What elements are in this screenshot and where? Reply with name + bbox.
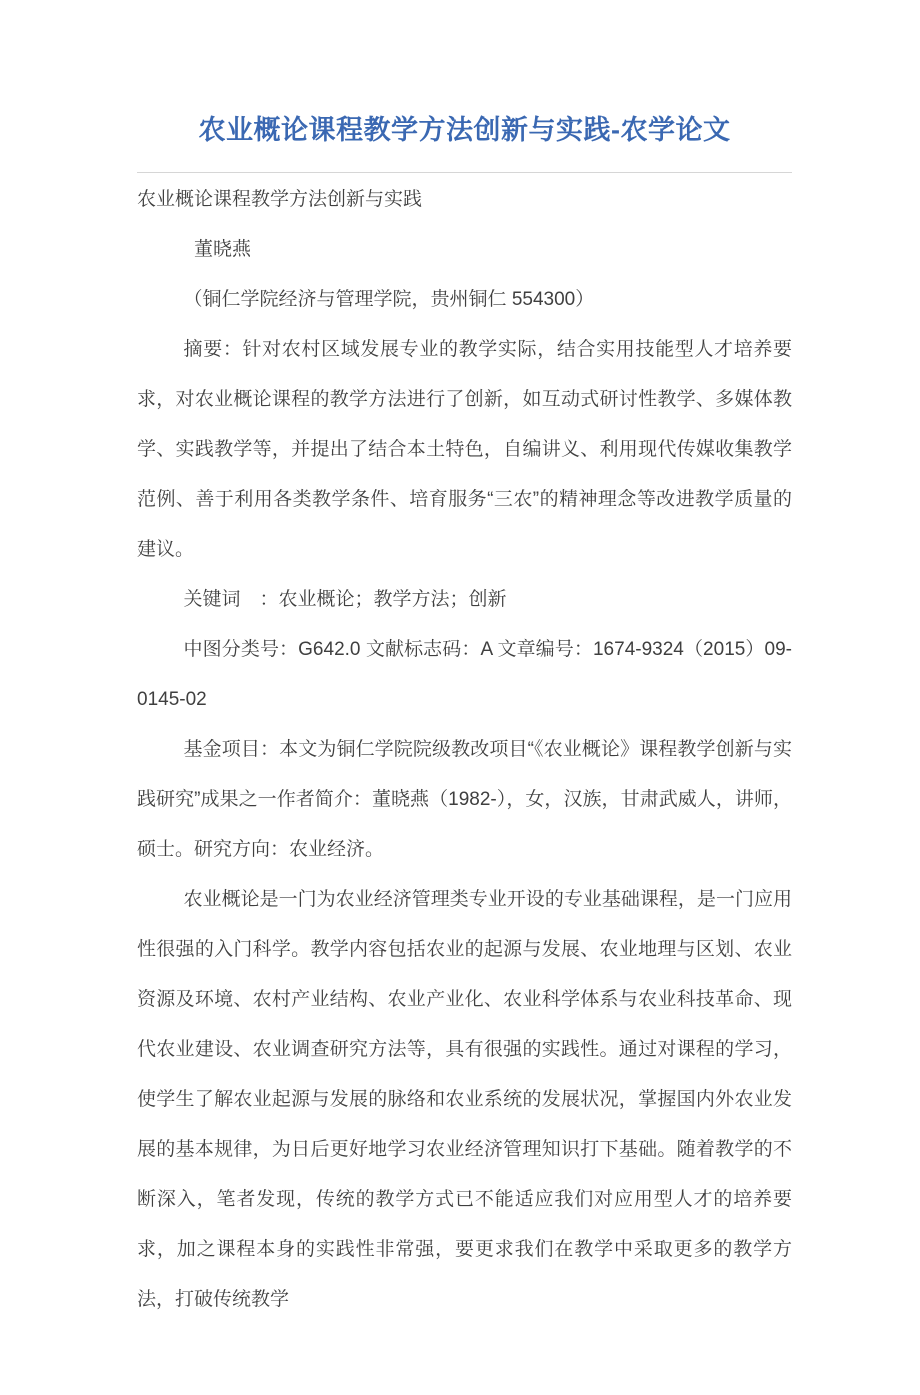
paragraph: 董晓燕 [194,239,252,260]
paragraph: 摘要：针对农村区域发展专业的教学实际，结合实用技能型人才培养要求，对农业概论课程的教学方法进行了创新，如互动式研讨性教学、多媒体教学、实践教学等，并提出了结合本土特色，自编讲义、利用现代传媒收集教学范例、善于利用各类教学条件、培育服务“三农”的精神理念等改进教学质量的建议。 [137,339,792,560]
paragraph: 农业概论课程教学方法创新与实践 [137,189,423,210]
document-body [137,175,792,1325]
page-title: 农业概论课程教学方法创新与实践-农学论文 [198,115,731,145]
paragraph: 农业概论是一门为农业经济管理类专业开设的专业基础课程，是一门应用性很强的入门科学。教学内容包括农业的起源与发展、农业地理与区划、农业资源及环境、农村产业结构、农业产业化、农业科学体系与农业科技革命、现代农业建设、农业调查研究方法等，具有很强的实践性。通过对课程的学习，使学生了解农业起源与发展的脉络和农业系统的发展状况，掌握国内外农业发展的基本规律，为日后更好地学习农业经济管理知识打下基础。随着教学的不断深入，笔者发现，传统的教学方式已不能适应我们对应用型人才的培养要求，加之课程本身的实践性非常强，要更求我们在教学中采取更多的教学方法，打破传统教学 [137,889,792,1310]
title-divider [137,172,792,173]
paragraph: 基金项目：本文为铜仁学院院级教改项目“《农业概论》课程教学创新与实践研究”成果之一作者简介：董晓燕（1982-），女，汉族，甘肃武威人，讲师，硕士。研究方向：农业经济。 [137,739,792,860]
paragraph: （铜仁学院经济与管理学院，贵州铜仁 554300） [183,289,595,310]
paragraph: 关键词 ：农业概论；教学方法；创新 [183,589,507,610]
paragraph: 中图分类号：G642.0 文献标志码：A 文章编号：1674-9324（2015）09-0145-02 [137,639,792,710]
